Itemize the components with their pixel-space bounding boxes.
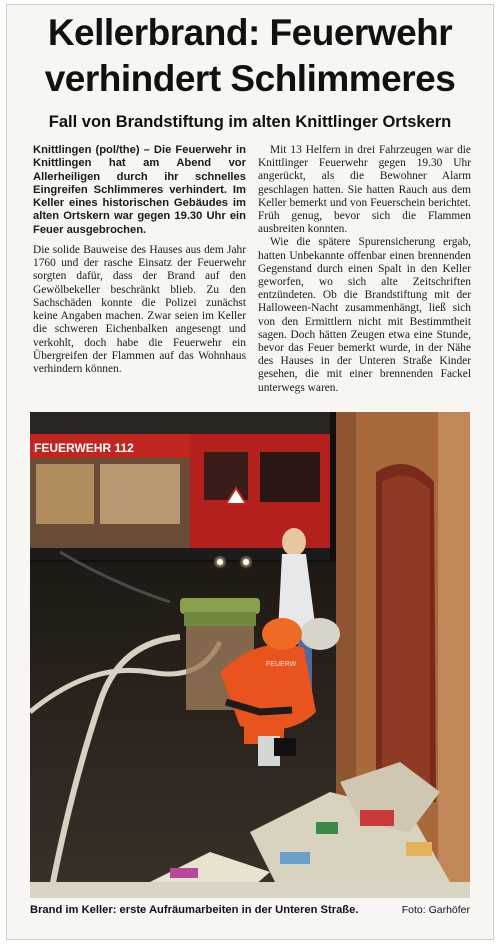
column-left [33,144,246,376]
caption-text: Brand im Keller: erste Aufräumarbeiten in der Unteren Straße. [30,904,359,916]
helmet-label: FEUERW [266,661,297,668]
truck-label: FEUERWEHR 112 [34,441,134,455]
lead-paragraph: Knittlingen (pol/the) – Die Feuerwehr in Knittlingen hat am Abend vor Allerheiligen durch ihr schnelles Eingreifen Schlimmeres verhindert. Im Keller eines historischen Gebäudes im alten Ortskern war gegen 19.30 Uhr ein Feuer ausgebrochen. [33,144,246,236]
body-paragraph-right-2: Wie die spätere Spurensicherung ergab, hatten Unbekannte offenbar einen brennenden Gegenstand durch einen Spalt in den Keller geworfen, wo sich alte Zeitschriften entzündeten. Ob die Brandstiftung mit der Halloween-Nacht zusammenhängt, ließ sich von den Ermittlern nicht mit Bestimmtheit sagen. Doch hätten Zeugen etwa eine Stunde, bevor das Feuer bemerkt wurde, in der Nähe des Hauses in der Unteren Straße Kinder gesehen, die mit einer brennenden Fackel unterwegs waren. [258,236,471,394]
headline-line-1: Kellerbrand: Feuerwehr [47,12,453,53]
body-paragraph-left: Die solide Bauweise des Hauses aus dem Jahr 1760 und der rasche Einsatz der Feuerwehr sorgten dafür, dass der Brand auf den Gewölbekeller beschränkt blieb. Zu den Sachschäden konnte die Polizei zunächst keine Angaben machen. Zwar seien im Keller die schweren Eichenbalken angesengt und verkohlt, doch habe die Feuerwehr ein Übergreifen der Flammen auf das Wohnhaus verhindern können. [33,244,246,375]
news-photo [30,412,470,898]
column-right [258,144,471,395]
subheadline: Fall von Brandstiftung im alten Knittlinger Ortskern [48,113,452,131]
photo-caption [30,904,470,916]
headline-line-2: verhindert Schlimmeres [44,58,456,99]
photo-scene [30,412,470,898]
body-paragraph-right-1: Mit 13 Helfern in drei Fahrzeugen war die Knittlinger Feuerwehr gegen 19.30 Uhr angerückt, als die Bewohner Alarm geschlagen hatten. Sie hatten Rauch aus dem Keller bemerkt und von Feuerschein berichtet. Früh genug, bevor sich die Flammen ausbreiten konnten. [258,144,471,236]
photo-credit: Foto: Garhöfer [401,904,470,916]
